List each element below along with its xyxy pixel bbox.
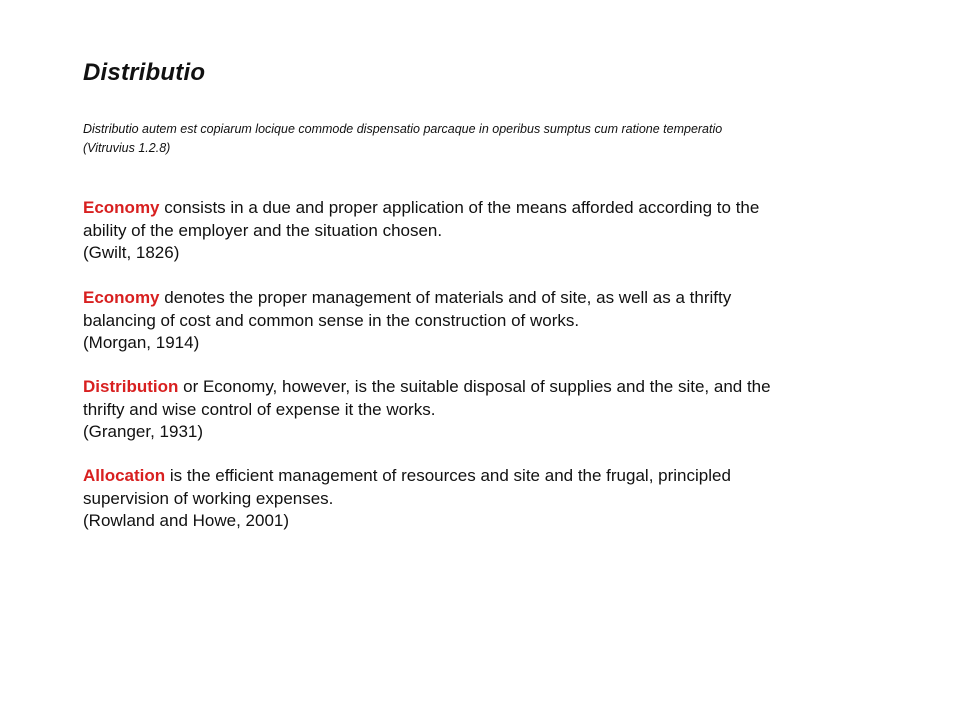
definition-citation: (Gwilt, 1826) xyxy=(83,243,180,262)
definition-citation: (Granger, 1931) xyxy=(83,422,204,441)
definition-term: Economy xyxy=(83,288,160,307)
definition-term: Allocation xyxy=(83,466,166,485)
definition-text-continued: ability of the employer and the situation chosen. xyxy=(83,220,443,240)
latin-quote-text: Distributio autem est copiarum locique commode dispensatio parcaque in operibus sumptus cum ratione temperatio xyxy=(83,122,723,136)
definition-text: denotes the proper management of materials and of site, as well as a thrifty xyxy=(159,288,732,307)
slide-title: Distributio xyxy=(83,59,206,86)
definition-text: is the efficient management of resources and site and the frugal, principled xyxy=(165,466,731,485)
definition-text: consists in a due and proper application of the means afforded according to the xyxy=(159,198,760,217)
definition-entry-gwilt xyxy=(83,197,903,265)
definition-entry-rowland-howe xyxy=(83,465,903,533)
definition-entry-morgan xyxy=(83,287,903,355)
definition-citation: (Morgan, 1914) xyxy=(83,333,200,352)
definition-text-continued: supervision of working expenses. xyxy=(83,488,334,508)
definition-citation: (Rowland and Howe, 2001) xyxy=(83,511,290,530)
definition-term: Distribution xyxy=(83,377,179,396)
definition-text-continued: balancing of cost and common sense in the construction of works. xyxy=(83,310,580,330)
definition-text: or Economy, however, is the suitable disposal of supplies and the site, and the xyxy=(178,377,771,396)
definition-term: Economy xyxy=(83,198,160,217)
latin-quote-citation: (Vitruvius 1.2.8) xyxy=(83,141,171,155)
definition-entry-granger xyxy=(83,376,903,444)
definition-text-continued: thrifty and wise control of expense it the works. xyxy=(83,399,436,419)
latin-quote xyxy=(83,120,883,158)
